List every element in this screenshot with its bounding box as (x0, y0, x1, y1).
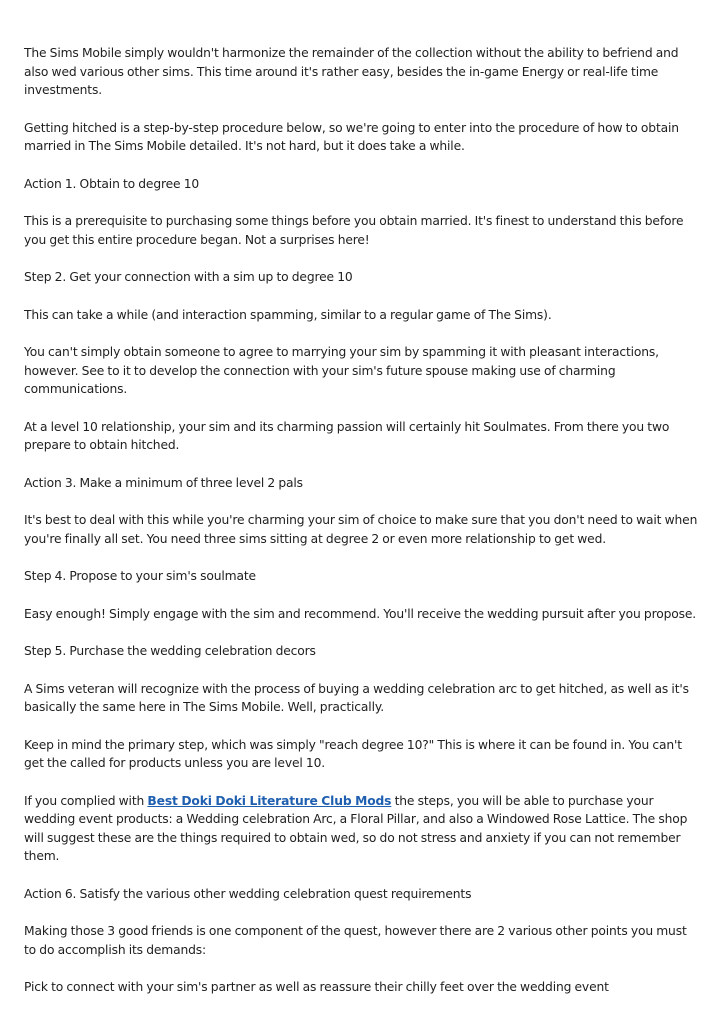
step-heading-3: Action 3. Make a minimum of three level 2 pals (24, 475, 303, 490)
paragraph-step-2b: You can't simply obtain someone to agree to marrying your sim by spamming it with pleasant interactions, however. See to it to develop the connection with your sim's future spouse making use of charming communications. (24, 345, 659, 396)
paragraph-step-2c: At a level 10 relationship, your sim and its charming passion will certainly hit Soulmates. From there you two prepare to obtain hitched. (24, 419, 670, 452)
step-heading-2: Step 2. Get your connection with a sim up to degree 10 (24, 270, 353, 284)
paragraph-step-5b: Keep in mind the primary step, which was simply "reach degree 10?" This is where it can be found in. You can't get the called for products unless you are level 10. (24, 737, 682, 770)
paragraph-step-3: It's best to deal with this while you're charming your sim of choice to make sure that you don't need to wait when you're finally all set. You need three sims sitting at degree 2 or even more relationship to get wed. (24, 513, 698, 546)
link-paragraph-after: the steps, you will be able to purchase your wedding event products: a Wedding celebration Arc, a Floral Pillar, and also a Windowed Rose Lattice. The shop will suggest these are the things required to obtain wed, so do not stress and anxiety if you can not remember them. (24, 793, 688, 863)
paragraph-step-2a: This can take a while (and interaction spamming, similar to a regular game of The Sims). (24, 307, 552, 322)
step-heading-5: Step 5. Purchase the wedding celebration decors (24, 644, 316, 658)
article-link[interactable]: Best Doki Doki Literature Club Mods (147, 793, 392, 808)
step-heading-4: Step 4. Propose to your sim's soulmate (24, 569, 256, 583)
step-heading-1: Action 1. Obtain to degree 10 (24, 176, 200, 191)
step-heading-6: Action 6. Satisfy the various other wedding celebration quest requirements (24, 886, 472, 901)
paragraph-step-6-item: Pick to connect with your sim's partner as well as reassure their chilly feet over the wedding event (24, 980, 609, 994)
link-paragraph-before: If you complied with (24, 793, 148, 808)
paragraph-step-5c-with-link (24, 792, 700, 866)
paragraph-step-4: Easy enough! Simply engage with the sim and recommend. You'll receive the wedding pursuit after you propose. (24, 606, 697, 621)
paragraph-step-6: Making those 3 good friends is one component of the quest, however there are 2 various other points you must to do accomplish its demands: (24, 924, 687, 957)
paragraph-intro: The Sims Mobile simply wouldn't harmonize the remainder of the collection without the ability to befriend and also wed various other sims. This time around it's rather easy, besides the in-game Energy or real-life time investments. (24, 46, 679, 97)
paragraph-overview: Getting hitched is a step-by-step procedure below, so we're going to enter into the procedure of how to obtain married in The Sims Mobile detailed. It's not hard, but it does take a while. (24, 120, 679, 153)
paragraph-step-1: This is a prerequisite to purchasing some things before you obtain married. It's finest to understand this before you get this entire procedure began. Not a surprises here! (24, 214, 684, 247)
paragraph-step-5a: A Sims veteran will recognize with the process of buying a wedding celebration arc to get hitched, as well as it's basically the same here in The Sims Mobile. Well, practically. (24, 681, 689, 714)
